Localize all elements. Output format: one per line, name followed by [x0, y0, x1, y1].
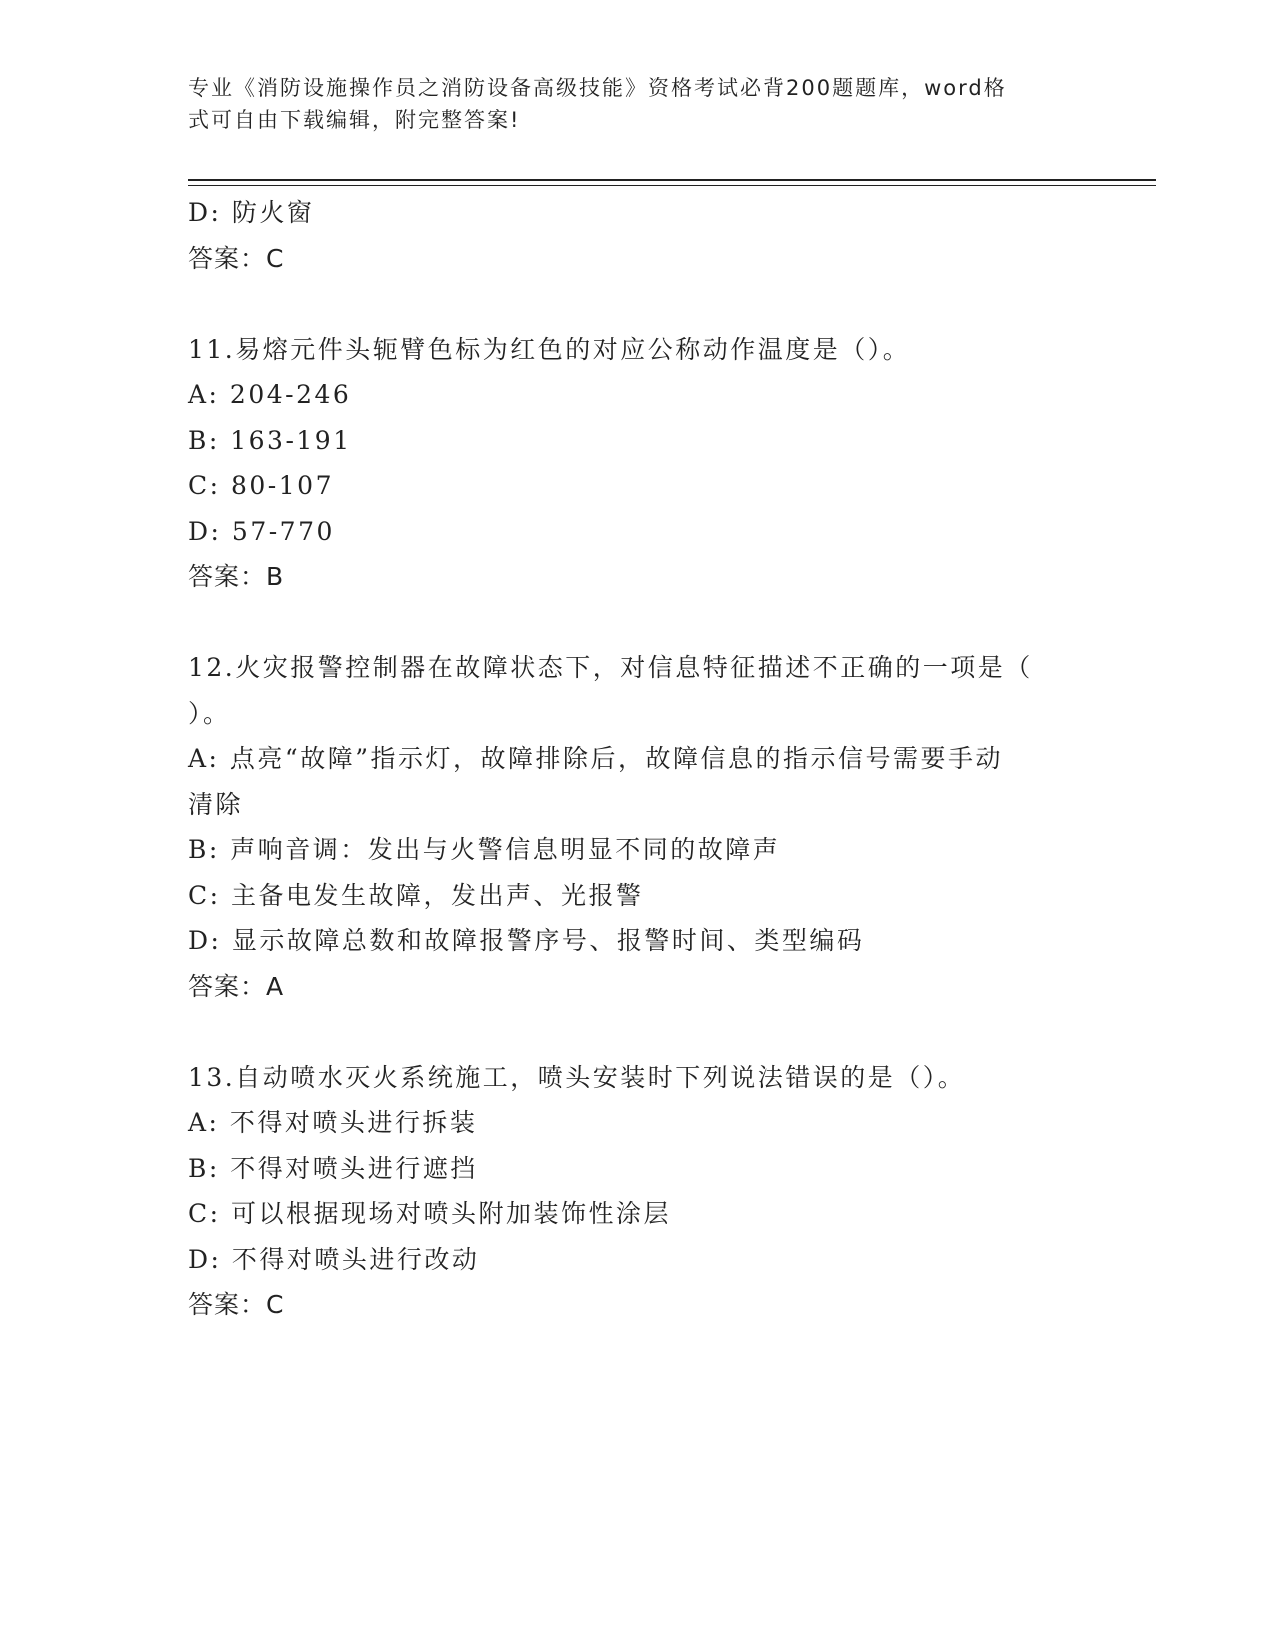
question-stem: 11.易熔元件头轭臂色标为红色的对应公称动作温度是（）。: [188, 334, 911, 364]
spacer: [188, 281, 1088, 327]
option-d: D: 防火窗: [188, 198, 315, 227]
header-rule-thin: [188, 185, 1156, 186]
option-a: A: 点亮“故障”指示灯，故障排除后，故障信息的指示信号需要手动: [188, 744, 1003, 773]
option-b: B: 不得对喷头进行遮挡: [188, 1153, 478, 1183]
question-stem: 13.自动喷水灭火系统施工，喷头安装时下列说法错误的是（）。: [188, 1062, 966, 1092]
header-rule-thick: [188, 179, 1156, 181]
answer: 答案：C: [188, 243, 285, 273]
option-b: B: 声响音调：发出与火警信息明显不同的故障声: [188, 835, 781, 864]
option-d: D: 显示故障总数和故障报警序号、报警时间、类型编码: [188, 926, 865, 955]
question-content: [188, 190, 1088, 1328]
option-a-continued: 清除: [188, 789, 244, 819]
answer: 答案：C: [188, 1290, 285, 1319]
spacer: [188, 1009, 1088, 1055]
option-d: D: 不得对喷头进行改动: [188, 1244, 480, 1274]
question-13: [188, 1055, 1088, 1328]
page-header: [188, 72, 1068, 136]
option-a: A: 204-246: [188, 380, 352, 409]
question-stem-continued: ）。: [188, 698, 231, 728]
question-12: [188, 645, 1088, 1009]
answer: 答案：A: [188, 971, 285, 1001]
option-c: C: 主备电发生故障，发出声、光报警: [188, 880, 644, 910]
question-11: [188, 327, 1088, 600]
answer: 答案：B: [188, 562, 285, 591]
question-stem: 12.火灾报警控制器在故障状态下，对信息特征描述不正确的一项是（: [188, 653, 1033, 682]
option-c: C: 80-107: [188, 471, 334, 500]
option-a: A: 不得对喷头进行拆装: [188, 1108, 478, 1137]
option-c: C: 可以根据现场对喷头附加装饰性涂层: [188, 1199, 671, 1228]
header-line-2: 式可自由下载编辑，附完整答案!: [188, 108, 521, 132]
spacer: [188, 600, 1088, 646]
option-d: D: 57-770: [188, 516, 335, 546]
option-b: B: 163-191: [188, 425, 352, 455]
header-line-1: 专业《消防设施操作员之消防设备高级技能》资格考试必背200题题库，word格: [188, 76, 1007, 100]
